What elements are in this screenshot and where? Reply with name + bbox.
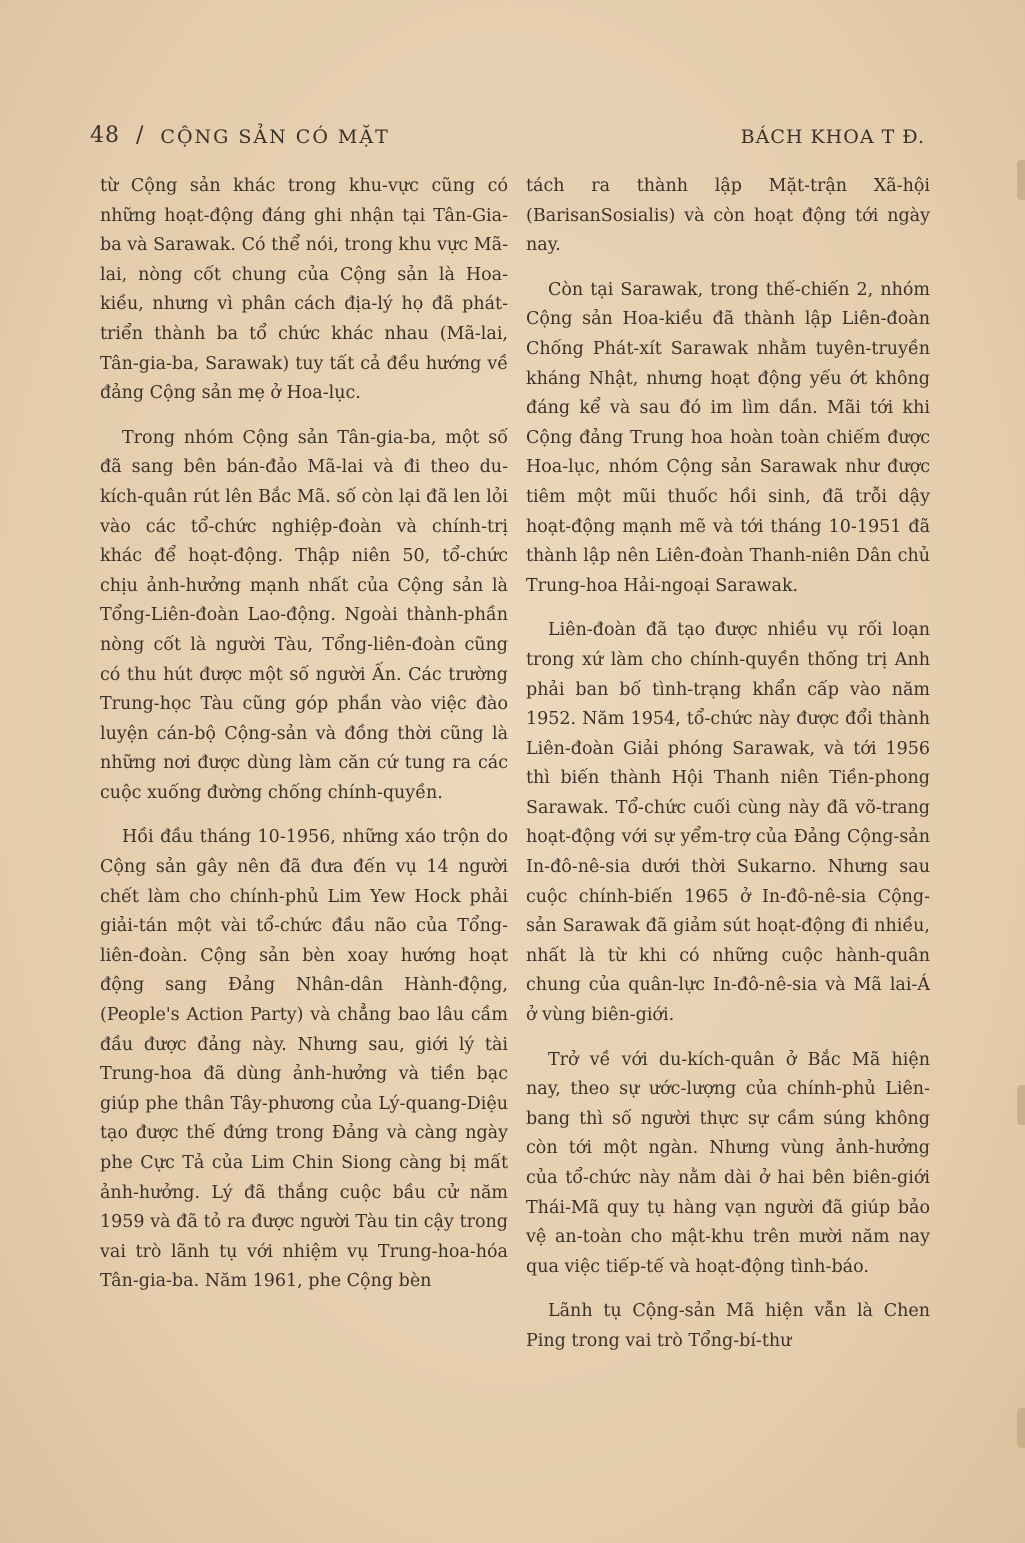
paragraph: Liên-đoàn đã tạo được nhiều vụ rối loạn trong xứ làm cho chính-quyền thống trị Anh phải ban bố tình-trạng khẩn cấp vào năm 1952. Năm 1954, tổ-chức này được đổi thành Liên-đoàn Giải phóng Sarawak, và tới 1956 thì biến thành Hội Thanh niên Tiền-phong Sarawak. Tổ-chức cuối cùng này đã võ-trang hoạt-động với sự yểm-trợ của Đảng Cộng-sản In-đô-nê-sia dưới thời Sukarno. Nhưng sau cuộc chính-biến 1965 ở In-đô-nê-sia Cộng-sản Sarawak đã giảm sút hoạt-động đi nhiều, nhất là từ khi có những cuộc hành-quân chung của quân-lực In-đô-nê-sia và Mã lai-Á ở vùng biên-giới. [526,620,930,1026]
page-header [90,112,925,148]
page-edge-mark [1017,1085,1025,1125]
header-left [90,123,390,148]
page-edge-mark [1017,160,1025,200]
paragraph: Trong nhóm Cộng sản Tân-gia-ba, một số đã sang bên bán-đảo Mã-lai và đi theo du-kích-quân rút lên Bắc Mã. số còn lại đã len lỏi vào các tổ-chức nghiệp-đoàn và chính-trị khác để hoạt-động. Thập niên 50, tổ-chức chịu ảnh-hưởng mạnh nhất của Cộng sản là Tổng-Liên-đoàn Lao-động. Ngoài thành-phần nòng cốt là người Tàu, Tổng-liên-đoàn cũng có thu hút được một số người Ấn. Các trường Trung-học Tàu cũng góp phần vào việc đào luyện cán-bộ Cộng-sản và đồng thời cũng là những nơi được dùng làm căn cứ tung ra các cuộc xuống đường chống chính-quyền. [100,427,508,803]
page-edge-mark [1017,1408,1025,1448]
paragraph: Còn tại Sarawak, trong thế-chiến 2, nhóm Cộng sản Hoa-kiều đã thành lập Liên-đoàn Chống Phát-xít Sarawak nhằm tuyên-truyền kháng Nhật, nhưng hoạt động yếu ớt không đáng kể và sau đó im lìm dần. Mãi tới khi Cộng đảng Trung hoa hoàn toàn chiếm được Hoa-lục, nhóm Cộng sản Sarawak như được tiêm một mũi thuốc hồi sinh, đã trỗi dậy hoạt-động mạnh mẽ và tới tháng 10-1951 đã thành lập nên Liên-đoàn Thanh-niên Dân chủ Trung-hoa Hải-ngoại Sarawak. [526,279,930,596]
paragraph: Lãnh tụ Cộng-sản Mã hiện vẫn là Chen Ping trong vai trò Tổng-bí-thư [526,1301,930,1351]
paragraph: Trở về với du-kích-quân ở Bắc Mã hiện nay, theo sự ước-lượng của chính-phủ Liên-bang thì số người thực sự cầm súng không còn tới một ngàn. Nhưng vùng ảnh-hưởng của tổ-chức này nằm dài ở hai bên biên-giới Thái-Mã quy tụ hàng vạn người đã giúp bảo vệ an-toàn cho mật-khu trên mười năm nay qua việc tiếp-tế và hoạt-động tình-báo. [526,1049,930,1277]
publication-name: BÁCH KHOA T Đ. [740,126,925,148]
paragraph: Hồi đầu tháng 10-1956, những xáo trộn do Cộng sản gây nên đã đưa đến vụ 14 người chết làm cho chính-phủ Lim Yew Hock phải giải-tán một vài tổ-chức đầu não của Tổng-liên-đoàn. Cộng sản bèn xoay hướng hoạt động sang Đảng Nhân-dân Hành-động, (People's Action Party) và chẳng bao lâu cầm đầu được đảng này. Nhưng sau, giới lý tài Trung-hoa đã dùng ảnh-hưởng và tiền bạc giúp phe thân Tây-phương của Lý-quang-Diệu tạo được thế đứng trong Đảng và càng ngày phe Cực Tả của Lim Chin Siong càng bị mất ảnh-hưởng. Lý đã thắng cuộc bầu cử năm 1959 và đã tỏ ra được người Tàu tin cậy trong vai trò lãnh tụ với nhiệm vụ Trung-hoa-hóa Tân-gia-ba. Năm 1961, phe Cộng bèn [100,827,508,1292]
running-title: CỘNG SẢN CÓ MẶT [160,126,390,148]
page-number: 48 [90,123,120,148]
right-column [526,172,930,1372]
left-column [100,172,508,1312]
header-separator: / [136,123,145,148]
paragraph: từ Cộng sản khác trong khu-vực cũng có những hoạt-động đáng ghi nhận tại Tân-Gia-ba và Sarawak. Có thể nói, trong khu vực Mã-lai, nòng cốt chung của Cộng sản là Hoa-kiều, nhưng vì phân cách địa-lý họ đã phát-triển thành ba tổ chức khác nhau (Mã-lai, Tân-gia-ba, Sarawak) tuy tất cả đều hướng về đảng Cộng sản mẹ ở Hoa-lục. [100,176,508,404]
paragraph: tách ra thành lập Mặt-trận Xã-hội (BarisanSosialis) và còn hoạt động tới ngày nay. [526,176,930,256]
